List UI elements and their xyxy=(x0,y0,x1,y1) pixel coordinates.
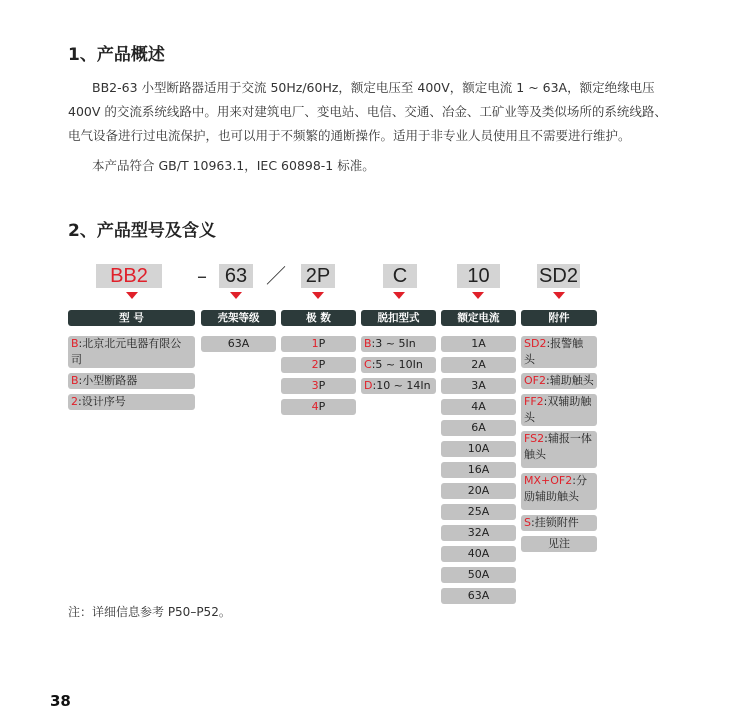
cell-text: :分励辅助触头 xyxy=(524,474,587,503)
cell-text: :双辅助触头 xyxy=(524,395,592,424)
cell-text: :10 ~ 14In xyxy=(372,379,431,392)
standards-paragraph: 本产品符合 GB/T 10963.1，IEC 60898-1 标准。 xyxy=(92,158,375,173)
arrow-down-icon xyxy=(472,292,484,299)
cell-text: 63A xyxy=(227,337,250,350)
cell-item xyxy=(361,357,436,373)
cell-item xyxy=(441,357,516,373)
arrow-down-icon xyxy=(393,292,405,299)
code-poles: 2P xyxy=(301,264,335,288)
cell-code: B xyxy=(364,337,372,350)
cell-item xyxy=(521,373,597,389)
cell-code: B xyxy=(71,374,79,387)
cell-code: D xyxy=(364,379,373,392)
page-number: 38 xyxy=(50,692,71,710)
cell-text: :3 ~ 5In xyxy=(371,337,416,350)
overview-paragraph: BB2-63 小型断路器适用于交流 50Hz/60Hz，额定电压至 400V，额定电流 1 ~ 63A，额定绝缘电压 400V 的交流系统线路中。用来对建筑电厂、变电站、电信、交通、冶金、工矿业等及类似场所的系统线路、电气设备进行过电流保护，也可以用于不频繁的通断操作。适用于非专业人员使用且不需要进行维护。 xyxy=(68,80,667,143)
code-series: BB2 xyxy=(96,264,162,288)
cell-item xyxy=(521,473,597,510)
cell-text: P xyxy=(318,400,326,413)
column-header: 附件 xyxy=(521,310,597,326)
cell-text: 63A xyxy=(467,589,490,602)
cell-text: :5 ~ 10In xyxy=(371,358,423,371)
cell-code: FS2 xyxy=(524,432,545,445)
cell-code: B xyxy=(71,337,79,350)
cell-item xyxy=(521,336,597,368)
column-0 xyxy=(68,310,195,415)
code-current: 10 xyxy=(457,264,500,288)
cell-item xyxy=(68,394,195,410)
cell-text: 50A xyxy=(467,568,490,581)
cell-item xyxy=(361,336,436,352)
cell-code: OF2 xyxy=(524,374,546,387)
cell-text: 40A xyxy=(467,547,490,560)
cell-item xyxy=(441,588,516,604)
cell-code: 3 xyxy=(311,379,319,392)
cell-item xyxy=(521,536,597,552)
cell-item xyxy=(441,567,516,583)
cell-item xyxy=(441,483,516,499)
cell-code: 2 xyxy=(311,358,319,371)
cell-text: P xyxy=(318,337,326,350)
cell-text: :报警触头 xyxy=(524,337,584,366)
cell-text: :辅助触头 xyxy=(545,374,594,387)
cell-item xyxy=(281,357,356,373)
cell-text: 4A xyxy=(471,400,486,413)
cell-text: :辅报一体触头 xyxy=(524,432,592,461)
cell-text: :挂锁附件 xyxy=(530,516,579,529)
column-header: 壳架等级 xyxy=(201,310,276,326)
column-5 xyxy=(521,310,597,557)
cell-item xyxy=(68,373,195,389)
cell-item xyxy=(441,441,516,457)
footnote: 注：详细信息参考 P50–P52。 xyxy=(68,605,231,619)
cell-item xyxy=(441,336,516,352)
cell-text: 32A xyxy=(467,526,490,539)
cell-code: C xyxy=(364,358,372,371)
column-header: 脱扣型式 xyxy=(361,310,436,326)
cell-item xyxy=(441,462,516,478)
cell-text: P xyxy=(318,358,326,371)
column-2 xyxy=(281,310,356,420)
cell-text: 16A xyxy=(467,463,490,476)
cell-item xyxy=(441,504,516,520)
cell-text: 2A xyxy=(471,358,486,371)
cell-item xyxy=(521,431,597,468)
arrow-down-icon xyxy=(553,292,565,299)
section2-title: 2、产品型号及含义 xyxy=(68,221,216,241)
cell-code: MX+OF2 xyxy=(524,474,573,487)
cell-text: P xyxy=(318,379,326,392)
cell-item xyxy=(441,399,516,415)
cell-item xyxy=(281,399,356,415)
cell-item xyxy=(521,515,597,531)
cell-item xyxy=(441,525,516,541)
cell-text: 6A xyxy=(471,421,486,434)
cell-code: FF2 xyxy=(524,395,544,408)
column-3 xyxy=(361,310,436,399)
cell-item xyxy=(361,378,436,394)
cell-code: 2 xyxy=(71,395,78,408)
column-header: 极 数 xyxy=(281,310,356,326)
column-4 xyxy=(441,310,516,609)
code-frame: 63 xyxy=(219,264,253,288)
arrow-down-icon xyxy=(230,292,242,299)
code-accessory: SD2 xyxy=(537,264,580,288)
cell-text: 见注 xyxy=(548,537,570,550)
cell-text: 1A xyxy=(471,337,486,350)
cell-text: :设计序号 xyxy=(78,395,126,408)
arrow-down-icon xyxy=(126,292,138,299)
cell-item xyxy=(68,336,195,368)
cell-text: 3A xyxy=(471,379,486,392)
section1-title: 1、产品概述 xyxy=(68,45,165,65)
cell-text: 10A xyxy=(467,442,490,455)
cell-item xyxy=(281,336,356,352)
cell-code: SD2 xyxy=(524,337,547,350)
column-header: 型 号 xyxy=(68,310,195,326)
separator-slash: ／ xyxy=(266,264,286,288)
column-header: 额定电流 xyxy=(441,310,516,326)
cell-code: 1 xyxy=(311,337,319,350)
cell-item xyxy=(521,394,597,426)
cell-item xyxy=(281,378,356,394)
separator-dash: – xyxy=(197,264,207,288)
column-1 xyxy=(201,310,276,357)
cell-code: S xyxy=(524,516,531,529)
arrow-down-icon xyxy=(312,292,324,299)
cell-text: :北京北元电器有限公司 xyxy=(71,337,182,366)
cell-text: :小型断路器 xyxy=(78,374,138,387)
cell-code: 4 xyxy=(311,400,319,413)
cell-text: 25A xyxy=(467,505,490,518)
cell-text: 20A xyxy=(467,484,490,497)
cell-item xyxy=(441,378,516,394)
cell-item xyxy=(441,420,516,436)
code-trip: C xyxy=(383,264,417,288)
cell-item xyxy=(441,546,516,562)
cell-item xyxy=(201,336,276,352)
